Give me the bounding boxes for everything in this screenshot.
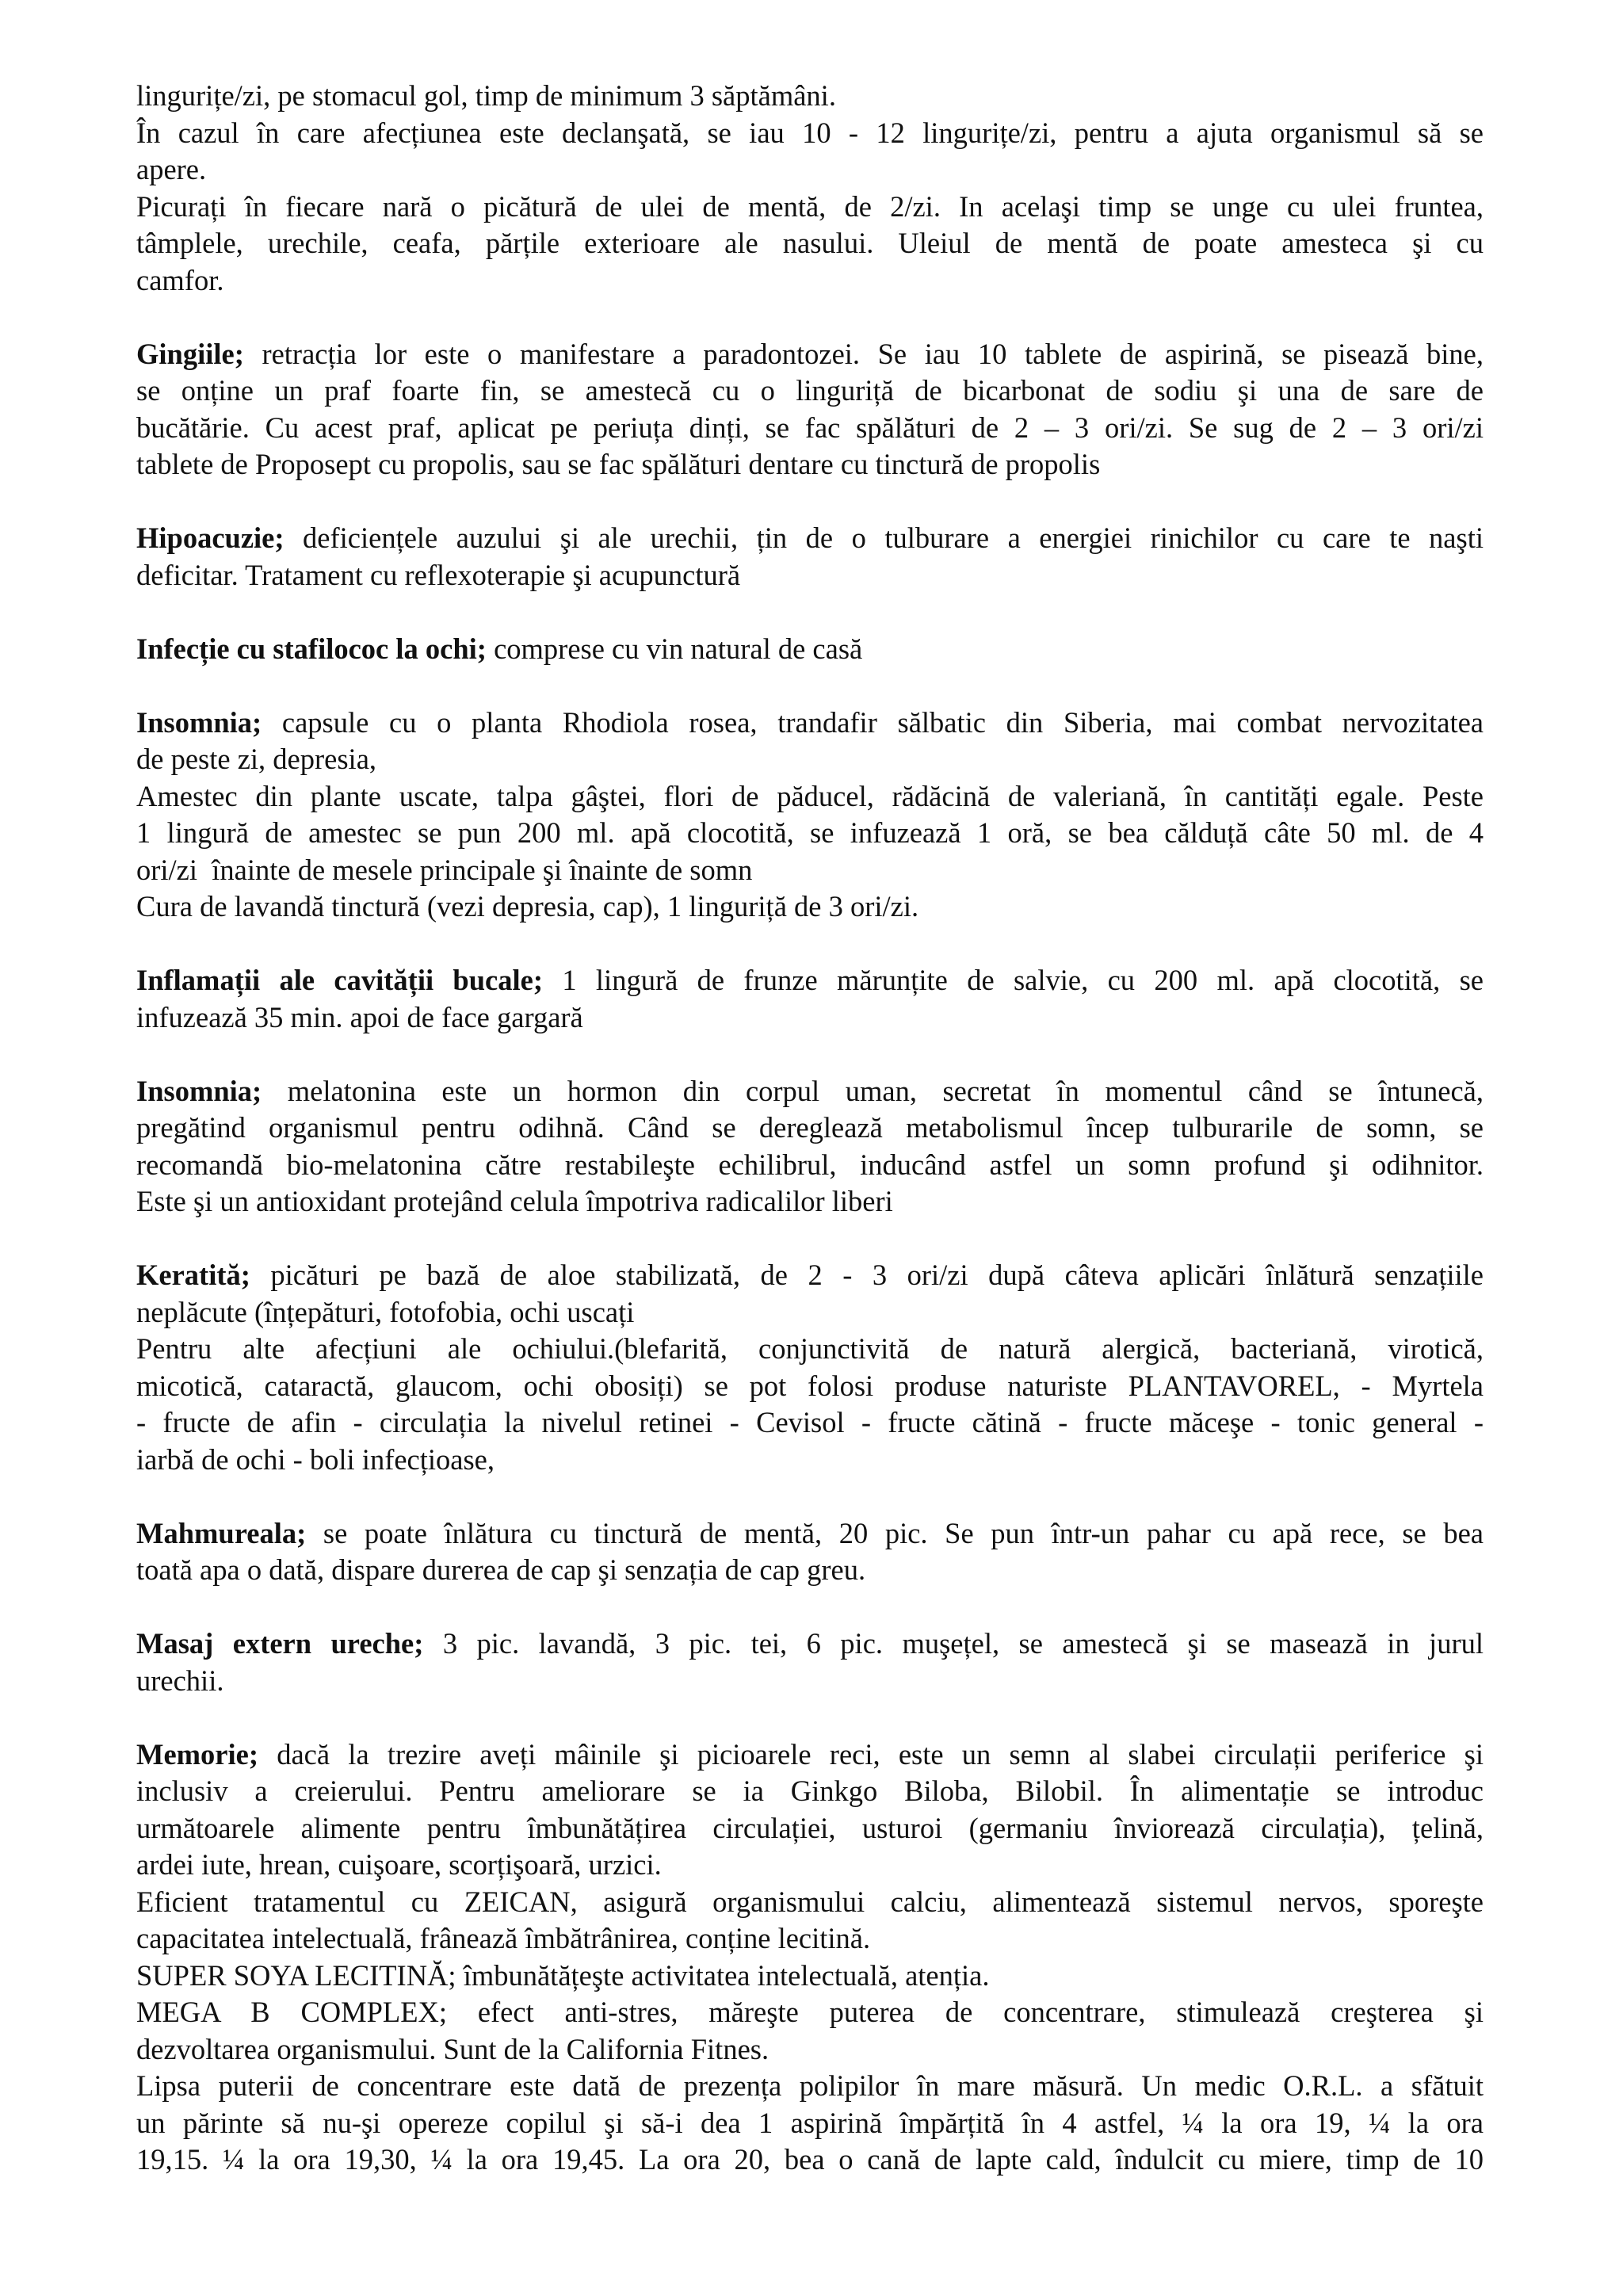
line-text: ori/zi înainte de mesele principale şi înainte de somn [136,853,753,886]
paragraph-spacer [136,1478,1484,1515]
line-text: comprese cu vin natural de casă [486,632,863,665]
text-line [136,1183,1484,1221]
line-text: Picurați în fiecare nară o picătură de ulei de mentă, de 2/zi. In acelaşi timp se unge cu ulei fruntea, [136,189,1484,223]
text-line [136,2141,1484,2179]
entry-heading: Insomnia; [136,705,262,739]
line-text: urechii. [136,1664,224,1697]
text-line [136,852,1484,889]
line-text: 1 lingură de frunze mărunțite de salvie, cu 200 ml. apă clocotită, se [542,964,1484,996]
text-line [136,262,1484,300]
line-text: camfor. [136,263,224,296]
line-text: dacă la trezire aveți mâinile şi picioarele reci, este un semn al slabei circulații periferice şi [258,1737,1484,1771]
paragraph-spacer [136,926,1484,963]
line-text: SUPER SOYA LECITINĂ; îmbunătățeşte activitatea intelectuală, atenția. [136,1958,990,1992]
line-text: neplăcute (înțepături, fotofobia, ochi uscați [136,1295,635,1328]
line-text: 3 pic. lavandă, 3 pic. tei, 6 pic. muşețel, se amestecă şi se masează in jurul [423,1627,1484,1660]
entry-heading: Keratită; [136,1259,250,1291]
text-line [136,1958,1484,1995]
text-line [136,1147,1484,1184]
line-text: picături pe bază de aloe stabilizată, de 2 - 3 ori/zi după câteva aplicări înlătură senzațiile [250,1259,1484,1291]
text-line [136,336,1484,373]
line-text: ardei iute, hrean, cuişoare, scorțişoară, urzici. [136,1848,662,1881]
line-text: bucătărie. Cu acest praf, aplicat pe periuța dinți, se fac spălături de 2 – 3 ori/zi. Se sug de 2 – 3 ori/zi [136,411,1484,444]
line-text: Este şi un antioxidant protejând celula împotriva radicalilor liberi [136,1185,893,1217]
text-line [136,151,1484,189]
line-text: - fructe de afin - circulația la nivelul retinei - Cevisol - fructe cătină - fructe măceşe - tonic general - [136,1406,1484,1438]
line-text: capacitatea intelectuală, frânează îmbătrânirea, conține lecitină. [136,1922,871,1954]
text-line [136,1920,1484,1958]
line-text: melatonina este un hormon din corpul uman, secretat în momentul când se întunecă, [262,1074,1484,1107]
line-text: inclusiv a creierului. Pentru ameliorare se ia Ginkgo Biloba, Bilobil. În alimentație se introduc [136,1775,1484,1807]
text-line [136,1404,1484,1442]
line-text: se poate înlătura cu tinctură de mentă, 20 pic. Se pun într-un pahar cu apă rece, se bea [306,1516,1484,1549]
line-text: Pentru alte afecțiuni ale ochiului.(blefarită, conjunctivită de natură alergică, bacteriană, virotică, [136,1332,1484,1365]
text-line [136,1736,1484,1774]
text-line [136,372,1484,410]
entry-heading: Insomnia; [136,1074,262,1107]
line-text: apere. [136,153,207,185]
text-line [136,815,1484,852]
text-line [136,741,1484,778]
paragraph-spacer [136,1221,1484,1258]
entry-heading: Mahmureala; [136,1516,307,1549]
text-line [136,1515,1484,1553]
paragraph-spacer [136,483,1484,521]
text-line [136,1626,1484,1663]
line-text: micotică, cataractă, glaucom, ochi obosiți) se pot folosi produse naturiste PLANTAVOREL, - Myrtela [136,1369,1484,1402]
paragraph-spacer [136,594,1484,631]
text-line [136,1294,1484,1331]
text-line [136,1847,1484,1884]
line-text: recomandă bio-melatonina către restabileşte echilibrul, inducând astfel un somn profund şi odihnitor. [136,1148,1484,1181]
line-text: MEGA B COMPLEX; efect anti-stres, măreşte puterea de concentrare, stimulează creşterea şi [136,1996,1484,2028]
paragraph-spacer [136,1589,1484,1626]
text-line [136,1257,1484,1294]
line-text: lingurițe/zi, pe stomacul gol, timp de minimum 3 săptămâni. [136,79,836,112]
text-line [136,189,1484,226]
text-line [136,1368,1484,1405]
text-line [136,1663,1484,1700]
text-line [136,78,1484,115]
text-line [136,1331,1484,1368]
text-line [136,1442,1484,1479]
text-line [136,1810,1484,1847]
line-text: tablete de Proposept cu propolis, sau se fac spălături dentare cu tinctură de propolis [136,448,1101,480]
entry-heading: Infecție cu stafilococ la ochi; [136,632,487,665]
text-line [136,962,1484,999]
line-text: se onține un praf foarte fin, se amestecă cu o linguriță de bicarbonat de sodiu şi una de sare de [136,374,1484,407]
document-page [136,78,1484,2179]
text-line [136,631,1484,668]
line-text: toată apa o dată, dispare durerea de cap şi senzația de cap greu. [136,1553,866,1586]
text-line [136,888,1484,926]
line-text: dezvoltarea organismului. Sunt de la California Fitnes. [136,2032,769,2065]
text-line [136,2105,1484,2142]
text-line [136,557,1484,594]
line-text: Lipsa puterii de concentrare este dată de prezența polipilor în mare măsură. Un medic O.R.L. a sfătuit [136,2069,1484,2102]
line-text: tâmplele, urechile, ceafa, părțile exterioare ale nasului. Uleiul de mentă de poate amesteca şi cu [136,227,1484,259]
line-text: infuzează 35 min. apoi de face gargară [136,1000,583,1033]
text-line [136,1884,1484,1921]
text-line [136,115,1484,152]
text-line [136,705,1484,742]
text-line [136,1773,1484,1810]
line-text: Cura de lavandă tinctură (vezi depresia, cap), 1 linguriță de 3 ori/zi. [136,890,919,923]
line-text: retracția lor este o manifestare a paradontozei. Se iau 10 tablete de aspirină, se pisează bine, [243,337,1484,370]
line-text: 1 lingură de amestec se pun 200 ml. apă clocotită, se infuzează 1 oră, se bea călduță câte 50 ml. de 4 [136,816,1484,849]
text-line [136,446,1484,483]
text-line [136,2068,1484,2105]
entry-heading: Memorie; [136,1737,259,1771]
entry-heading: Gingiile; [136,337,244,370]
paragraph-spacer [136,299,1484,336]
text-line [136,2031,1484,2069]
line-text: Eficient tratamentul cu ZEICAN, asigură organismului calciu, alimentează sistemul nervos, sporeşte [136,1885,1484,1918]
text-line [136,520,1484,557]
entry-heading: Hipoacuzie; [136,521,285,554]
text-line [136,778,1484,816]
paragraph-spacer [136,667,1484,705]
line-text: În cazul în care afecțiunea este declanşată, se iau 10 - 12 lingurițe/zi, pentru a ajuta organismul să se [136,116,1484,149]
entry-heading: Masaj extern ureche; [136,1627,424,1660]
line-text: pregătind organismul pentru odihnă. Când se dereglează metabolismul încep tulburarile de somn, se [136,1111,1484,1144]
text-line [136,999,1484,1037]
line-text: Amestec din plante uscate, talpa gâştei, flori de păducel, rădăcină de valeriană, în cantități egale. Peste [136,779,1484,812]
text-line [136,1552,1484,1589]
text-line [136,1073,1484,1110]
line-text: deficitar. Tratament cu reflexoterapie şi acupunctură [136,558,741,591]
entry-heading: Inflamații ale cavității bucale; [136,964,543,996]
text-line [136,1110,1484,1147]
text-line [136,225,1484,262]
paragraph-spacer [136,1036,1484,1073]
line-text: iarbă de ochi - boli infecțioase, [136,1442,495,1476]
line-text: de peste zi, depresia, [136,743,377,775]
line-text: 19,15. ¼ la ora 19,30, ¼ la ora 19,45. La ora 20, bea o cană de lapte cald, îndulcit cu miere, timp de 10 [136,2143,1484,2176]
line-text: un părinte să nu-şi opereze copilul şi să-i dea 1 aspirină împărțită în 4 astfel, ¼ la ora 19, ¼ la ora [136,2106,1484,2139]
text-line [136,1994,1484,2031]
line-text: capsule cu o planta Rhodiola rosea, trandafir sălbatic din Siberia, mai combat nervozitatea [262,705,1484,739]
paragraph-spacer [136,1699,1484,1736]
line-text: următoarele alimente pentru îmbunătățirea circulației, usturoi (germaniu înviorează circulația), țelină, [136,1811,1484,1844]
text-line [136,410,1484,447]
line-text: deficiențele auzului şi ale urechii, țin de o tulburare a energiei rinichilor cu care te naşti [284,521,1484,554]
